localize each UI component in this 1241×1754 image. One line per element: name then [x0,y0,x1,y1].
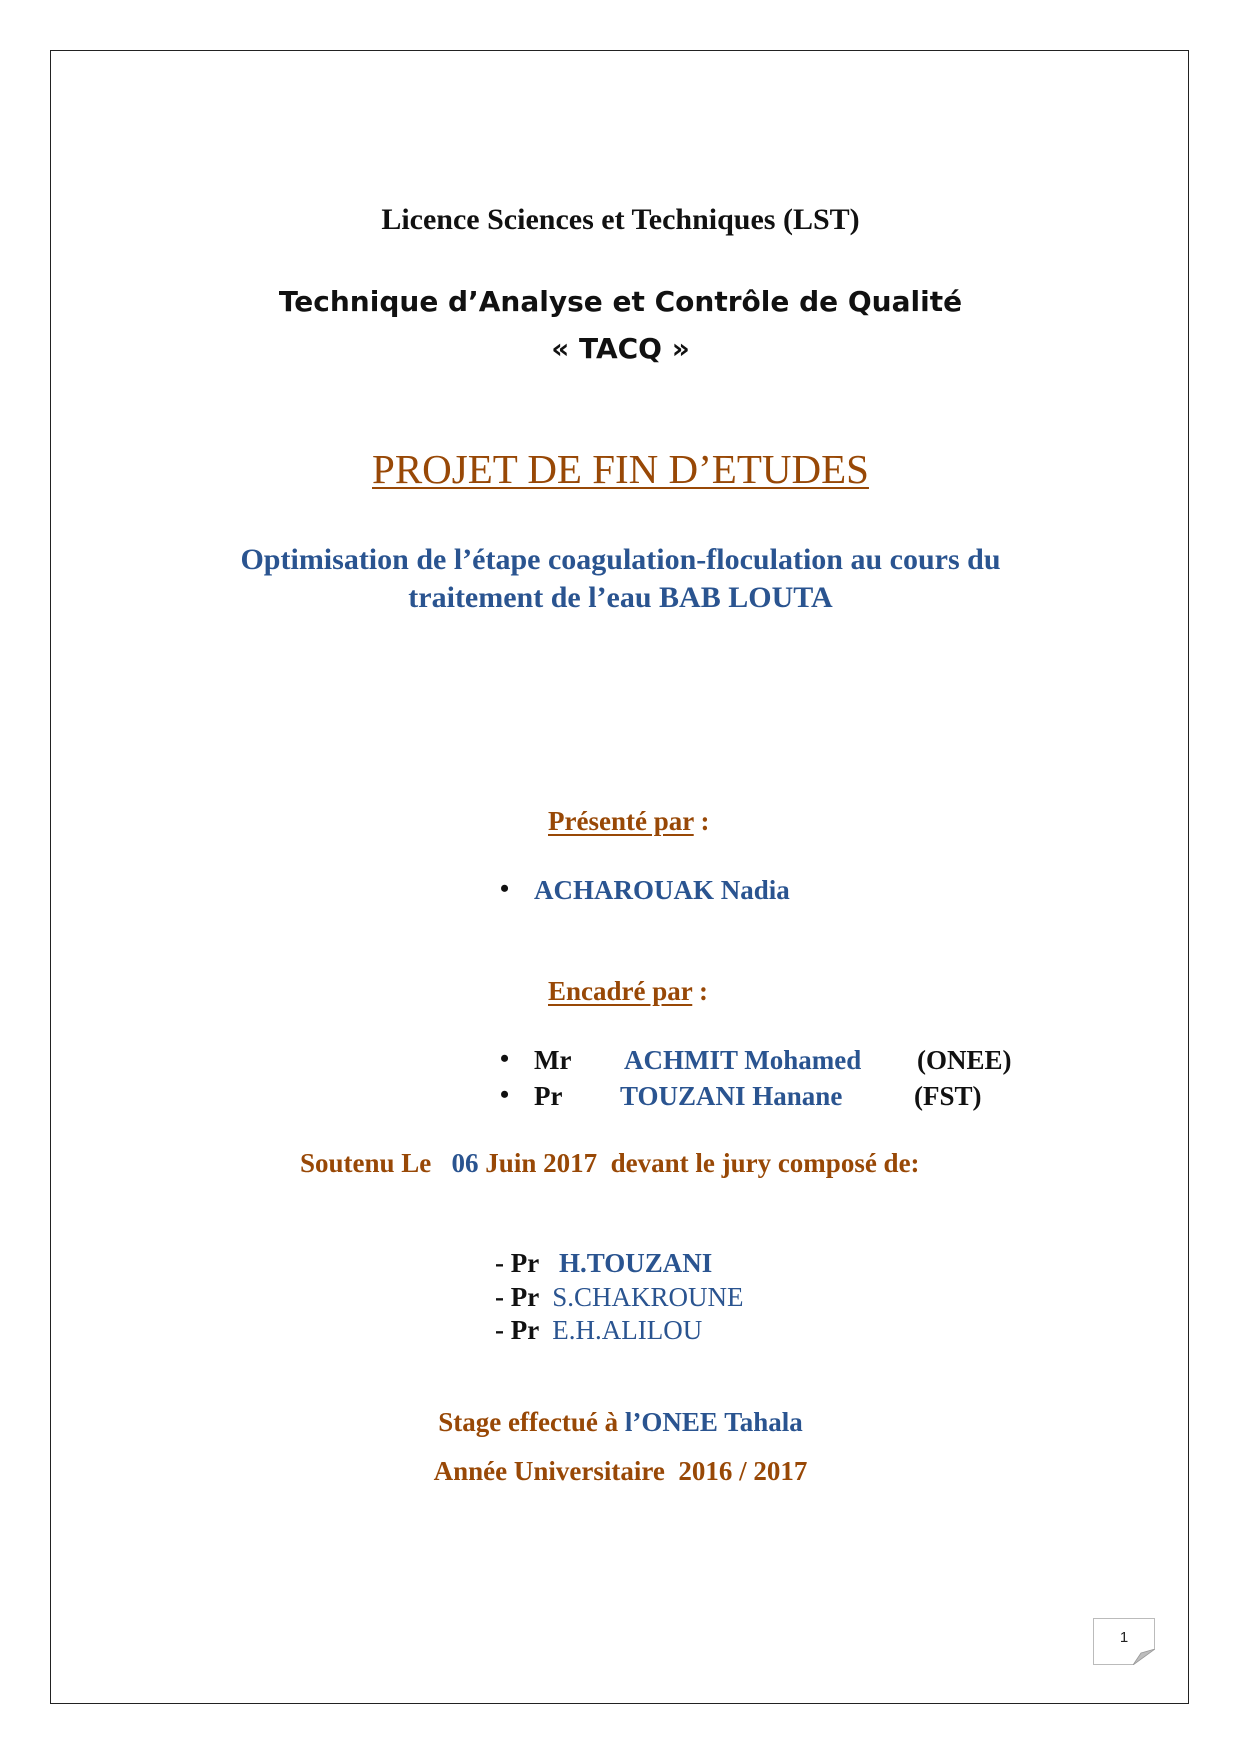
bullet-icon: • [500,874,510,903]
defense-line: Soutenu Le 06 Juin 2017 devant le jury composé de: [300,1148,920,1178]
supervisor-title: Pr [534,1081,563,1111]
document-title: PROJET DE FIN D’ETUDES [372,446,869,492]
subtitle-line-1: Optimisation de l’étape coagulation-floculation au cours du [240,543,1001,576]
degree-title: Licence Sciences et Techniques (LST) [381,203,860,236]
presented-by-heading: Présenté par : [548,806,710,836]
supervisor-org: (ONEE) [917,1045,1012,1075]
bullet-icon: • [500,1044,510,1073]
jury-member: - Pr H.TOUZANI [495,1248,713,1278]
subtitle-line-2: traitement de l’eau BAB LOUTA [408,581,833,614]
bullet-icon: • [500,1080,510,1109]
supervised-by-heading: Encadré par : [548,976,709,1006]
program-title: Technique d’Analyse et Contrôle de Qualité [278,285,963,318]
student-name: ACHAROUAK Nadia [534,875,790,905]
jury-member: - Pr E.H.ALILOU [495,1315,703,1345]
supervisor-title: Mr [534,1045,572,1075]
page-curl-icon [1133,1649,1155,1665]
page-number-box [1093,1618,1155,1665]
page-number: 1 [1119,1629,1129,1646]
internship-line: Stage effectué à l’ONEE Tahala [438,1407,803,1437]
supervisor-name: ACHMIT Mohamed [624,1045,862,1075]
supervisor-org: (FST) [914,1081,982,1111]
supervisor-name: TOUZANI Hanane [620,1081,843,1111]
jury-member: - Pr S.CHAKROUNE [495,1282,744,1312]
academic-year: Année Universitaire 2016 / 2017 [433,1456,808,1486]
program-acronym: « TACQ » [551,332,690,365]
